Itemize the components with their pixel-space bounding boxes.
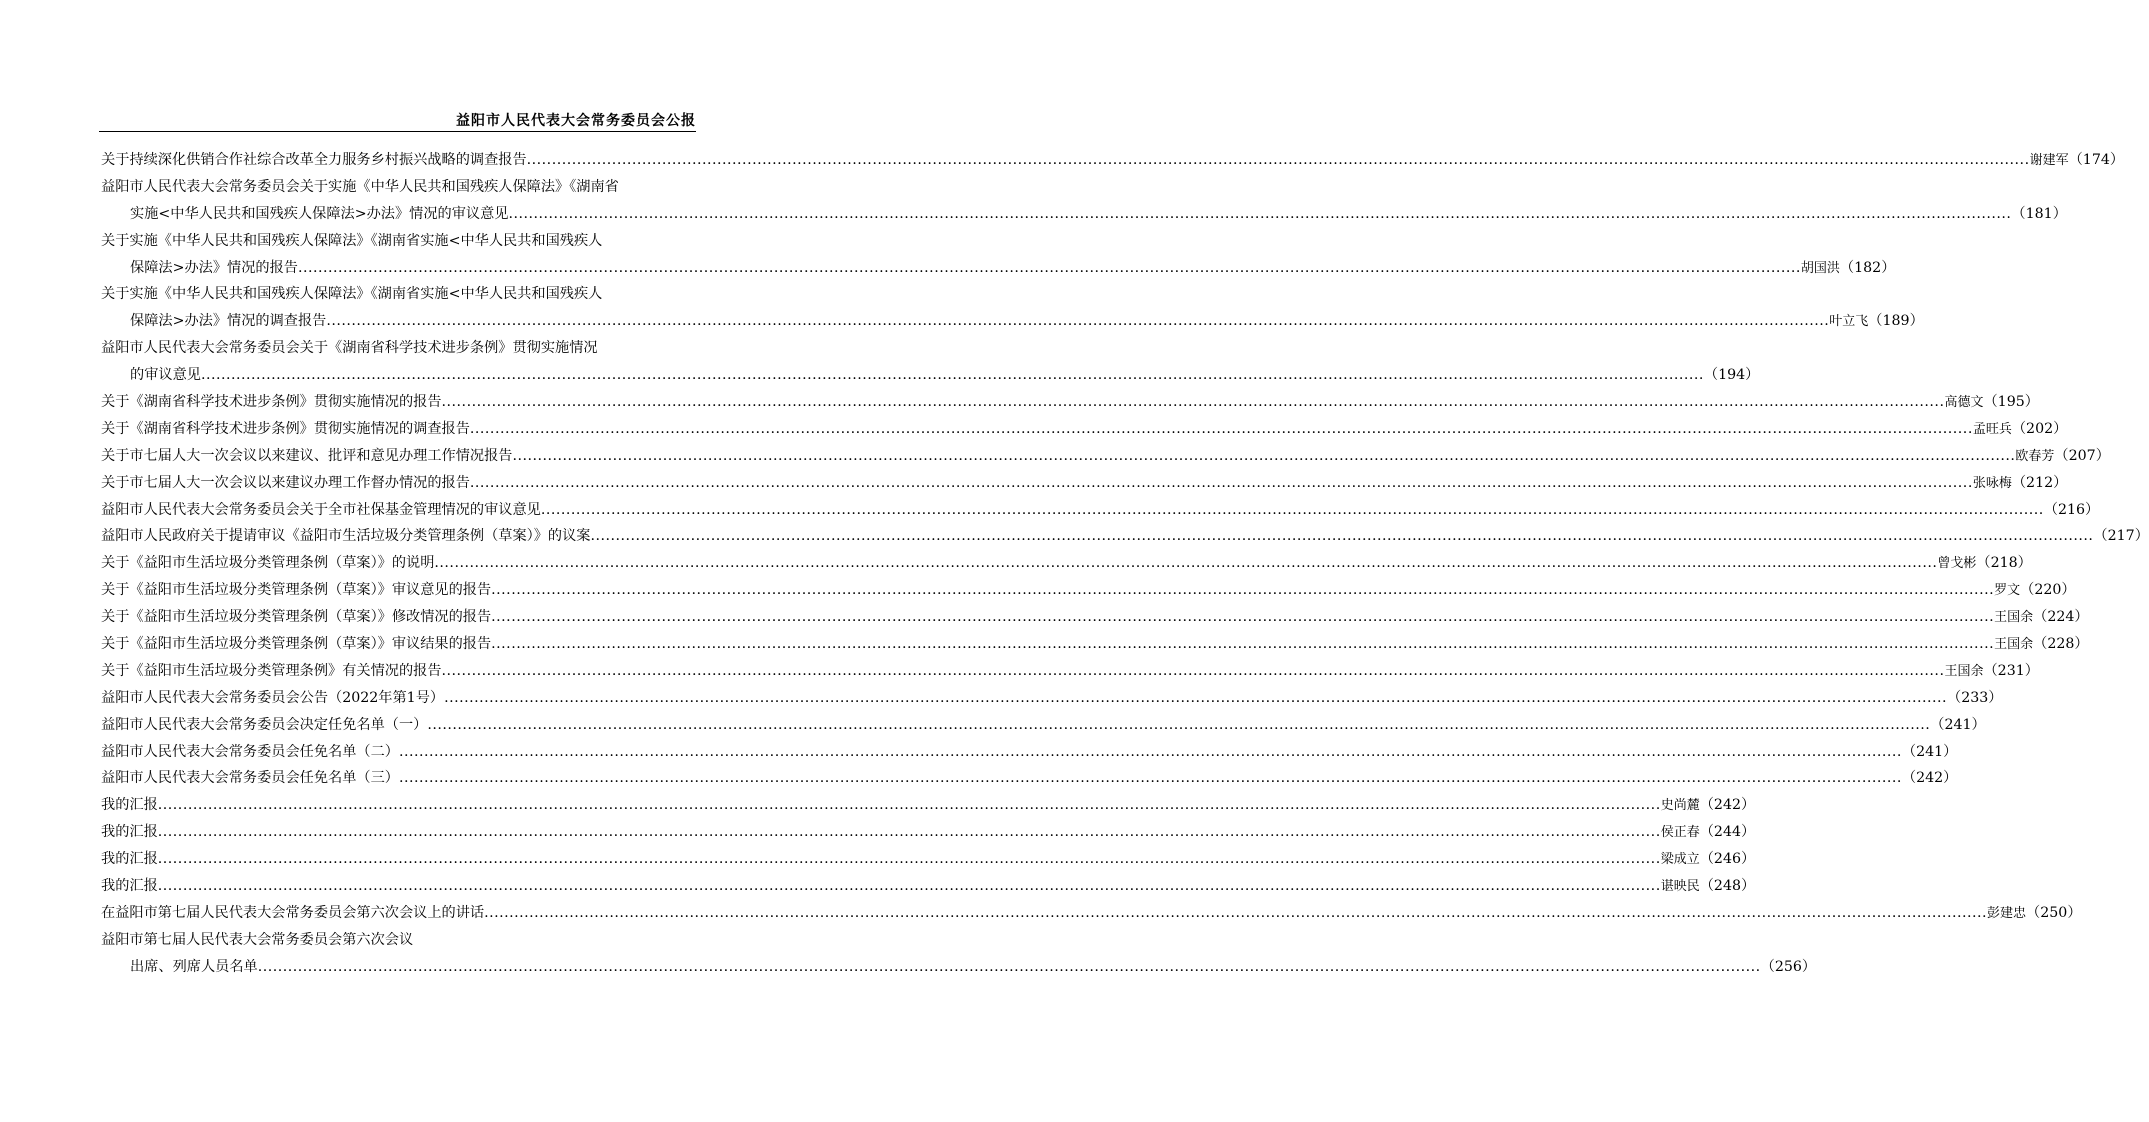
dot-leader: ............................................................................................................................................................................................................................................................................................................ [157,851,1661,868]
toc-entry[interactable] [101,389,2039,416]
toc-entry[interactable] [101,631,2089,658]
toc-entry-page: （181） [2011,205,2067,222]
toc-entry-author: 叶立飞 [1829,314,1869,330]
toc-entry-title-line: 关于《湖南省科学技术进步条例》贯彻实施情况的调查报告 [101,420,470,437]
toc-entry-title-line: 我的汇报 [101,878,158,895]
toc-entry-page: （250） [2026,904,2082,921]
toc-entry-author: 彭建忠 [1987,905,2027,921]
dot-leader: ............................................................................................................................................................................................................................................................................................................ [157,878,1661,895]
dot-leader: ............................................................................................................................................................................................................................................................................................................ [491,636,1995,653]
dot-leader: ............................................................................................................................................................................................................................................................................................................ [444,689,1948,706]
toc-entry-page: （256） [1760,958,1817,975]
toc-entry-author: 谢建军 [2029,153,2069,168]
header-rule [99,131,696,132]
toc-entry[interactable] [101,174,2067,228]
dot-leader: ............................................................................................................................................................................................................................................................................................................ [200,367,1704,384]
toc-entry-page: （231） [1983,662,2039,679]
toc-entry-title-line: 在益阳市第七届人民代表大会常务委员会第六次会议上的讲话 [101,904,485,921]
table-of-contents [101,147,2149,981]
toc-entry-title-line: 益阳市人民代表大会常务委员会关于实施《中华人民共和国残疾人保障法》《湖南省 [101,178,619,195]
dot-leader: ............................................................................................................................................................................................................................................................................................................ [434,555,1938,572]
toc-entry-author: 王国余 [1994,637,2034,653]
toc-entry-author: 王国余 [1944,663,1984,679]
toc-entry-title-line: 关于《湖南省科学技术进步条例》贯彻实施情况的报告 [101,394,442,411]
toc-entry-page: （224） [2033,609,2089,626]
toc-entry-author: 谌映民 [1660,879,1700,895]
dot-leader: ............................................................................................................................................................................................................................................................................................................ [469,474,1973,491]
toc-entry-title-line: 我的汇报 [101,824,158,841]
toc-entry-author: 罗文 [1994,583,2021,599]
toc-entry-title-line: 益阳市人民代表大会常务委员会关于全市社保基金管理情况的审议意见 [101,501,541,518]
toc-entry-page: （220） [2020,582,2076,599]
toc-entry-author: 张咏梅 [1972,475,2012,491]
toc-entry[interactable] [101,873,1756,900]
toc-entry[interactable] [101,658,2039,685]
toc-entry[interactable] [101,792,1756,819]
toc-entry-title-line: 益阳市人民代表大会常务委员会关于《湖南省科学技术进步条例》贯彻实施情况 [101,340,598,357]
toc-entry-author: 侯正春 [1660,825,1700,841]
dot-leader: ............................................................................................................................................................................................................................................................................................................ [508,205,2012,222]
toc-entry-title-line: 益阳市人民代表大会常务委员会任免名单（三） [101,770,399,787]
dot-leader: ............................................................................................................................................................................................................................................................................................................ [441,394,1945,411]
dot-leader: ............................................................................................................................................................................................................................................................................................................ [257,958,1761,975]
toc-entry[interactable] [101,550,2032,577]
toc-entry-title-line: 关于实施《中华人民共和国残疾人保障法》《湖南省实施<中华人民共和国残疾人 [101,232,603,249]
toc-entry-title-line: 保障法>办法》情况的报告 [130,259,298,276]
dot-leader: ............................................................................................................................................................................................................................................................................................................ [398,743,1902,760]
toc-entry[interactable] [101,712,1986,739]
toc-entry-page: （228） [2033,636,2089,653]
toc-entry-title-line: 益阳市第七届人民代表大会常务委员会第六次会议 [101,931,414,948]
toc-entry[interactable] [101,147,2125,174]
toc-entry[interactable] [101,685,2003,712]
toc-entry-author: 曾戈彬 [1937,556,1977,572]
toc-entry[interactable] [101,739,1958,766]
dot-leader: ............................................................................................................................................................................................................................................................................................................ [441,662,1945,679]
toc-entry-title-line: 关于《益阳市生活垃圾分类管理条例（草案）》审议结果的报告 [101,636,492,653]
toc-entry-title-line: 益阳市人民代表大会常务委员会公告（2022年第1号） [101,689,445,706]
dot-leader: ............................................................................................................................................................................................................................................................................................................ [526,152,2030,168]
toc-entry-page: （233） [1947,689,2003,706]
toc-entry-title-line: 关于《益阳市生活垃圾分类管理条例》有关情况的报告 [101,662,442,679]
toc-entry[interactable] [101,335,1760,389]
toc-entry[interactable] [101,846,1756,873]
toc-entry[interactable] [101,577,2076,604]
toc-entry-page: （244） [1699,824,1756,841]
toc-entry-page: （242） [1699,797,1756,814]
toc-entry[interactable] [101,819,1756,846]
toc-entry-title-line: 关于《益阳市生活垃圾分类管理条例（草案）》的说明 [101,555,435,572]
toc-entry-page: （217） [2093,528,2149,545]
toc-entry[interactable] [101,416,2068,443]
toc-entry-title-line: 关于市七届人大一次会议以来建议、批评和意见办理工作情况报告 [101,447,513,464]
dot-leader: ............................................................................................................................................................................................................................................................................................................ [157,797,1661,814]
toc-entry-title-line: 关于实施《中华人民共和国残疾人保障法》《湖南省实施<中华人民共和国残疾人 [101,286,603,303]
toc-entry-title-line: 我的汇报 [101,851,158,868]
dot-leader: ............................................................................................................................................................................................................................................................................................................ [540,501,2044,518]
toc-entry[interactable] [101,927,1817,981]
dot-leader: ............................................................................................................................................................................................................................................................................................................ [590,528,2094,545]
dot-leader: ............................................................................................................................................................................................................................................................................................................ [326,313,1830,330]
toc-entry-title-line: 关于《益阳市生活垃圾分类管理条例（草案）》修改情况的报告 [101,609,492,626]
toc-entry-title-line: 关于持续深化供销合作社综合改革全力服务乡村振兴战略的调查报告 [101,152,527,168]
toc-entry-page: （189） [1868,313,1924,330]
toc-entry-author: 胡国洪 [1800,260,1840,276]
toc-entry-page: （218） [1976,555,2032,572]
toc-entry[interactable] [101,497,2100,524]
toc-entry-page: （216） [2043,501,2100,518]
dot-leader: ............................................................................................................................................................................................................................................................................................................ [297,259,1801,276]
dot-leader: ............................................................................................................................................................................................................................................................................................................ [398,770,1902,787]
toc-entry-author: 王国余 [1994,610,2034,626]
toc-entry-page: （207） [2054,447,2110,464]
toc-entry[interactable] [101,281,1924,335]
dot-leader: ............................................................................................................................................................................................................................................................................................................ [427,716,1931,733]
toc-entry-title-line: 实施<中华人民共和国残疾人保障法>办法》情况的审议意见 [130,205,509,222]
toc-entry-title-line: 关于《益阳市生活垃圾分类管理条例（草案）》审议意见的报告 [101,582,492,599]
dot-leader: ............................................................................................................................................................................................................................................................................................................ [469,420,1973,437]
toc-entry-page: （241） [1930,716,1986,733]
toc-entry-title-line: 出席、列席人员名单 [130,958,258,975]
dot-leader: ............................................................................................................................................................................................................................................................................................................ [491,609,1995,626]
toc-entry-title-line: 益阳市人民代表大会常务委员会任免名单（二） [101,743,399,760]
toc-entry-title-line: 我的汇报 [101,797,158,814]
dot-leader: ............................................................................................................................................................................................................................................................................................................ [512,447,2016,464]
toc-entry-page: （195） [1983,394,2039,411]
toc-entry-page: （212） [2011,474,2068,491]
toc-entry-page: （241） [1901,743,1958,760]
toc-entry-page: （174） [2068,152,2125,168]
toc-entry-title-line: 关于市七届人大一次会议以来建议办理工作督办情况的报告 [101,474,470,491]
toc-entry[interactable] [101,900,2082,927]
toc-entry-author: 孟旺兵 [1972,421,2012,437]
toc-entry-page: （202） [2011,420,2068,437]
toc-entry[interactable] [101,765,1958,792]
toc-entry-title-line: 的审议意见 [130,367,201,384]
dot-leader: ............................................................................................................................................................................................................................................................................................................ [484,904,1988,921]
toc-entry[interactable] [101,604,2089,631]
dot-leader: ............................................................................................................................................................................................................................................................................................................ [157,824,1661,841]
toc-entry[interactable] [101,523,2149,550]
toc-entry-author: 梁成立 [1660,852,1700,868]
dot-leader: ............................................................................................................................................................................................................................................................................................................ [491,582,1995,599]
toc-entry[interactable] [101,443,2110,470]
toc-entry[interactable] [101,470,2068,497]
toc-entry-page: （246） [1699,851,1756,868]
toc-entry-page: （242） [1901,770,1958,787]
toc-entry-title-line: 保障法>办法》情况的调查报告 [130,313,327,330]
toc-entry-page: （194） [1703,367,1760,384]
toc-entry-author: 高德文 [1944,395,1984,411]
toc-entry[interactable] [101,228,1896,282]
toc-entry-page: （182） [1839,259,1896,276]
toc-entry-title-line: 益阳市人民代表大会常务委员会决定任免名单（一） [101,716,428,733]
toc-entry-title-line: 益阳市人民政府关于提请审议《益阳市生活垃圾分类管理条例（草案）》的议案 [101,528,591,545]
toc-entry-page: （248） [1699,878,1756,895]
toc-entry-author: 欧春芳 [2015,448,2055,464]
bulletin-header-title: 益阳市人民代表大会常务委员会公报 [456,113,696,129]
toc-entry-author: 史尚麓 [1660,798,1700,814]
